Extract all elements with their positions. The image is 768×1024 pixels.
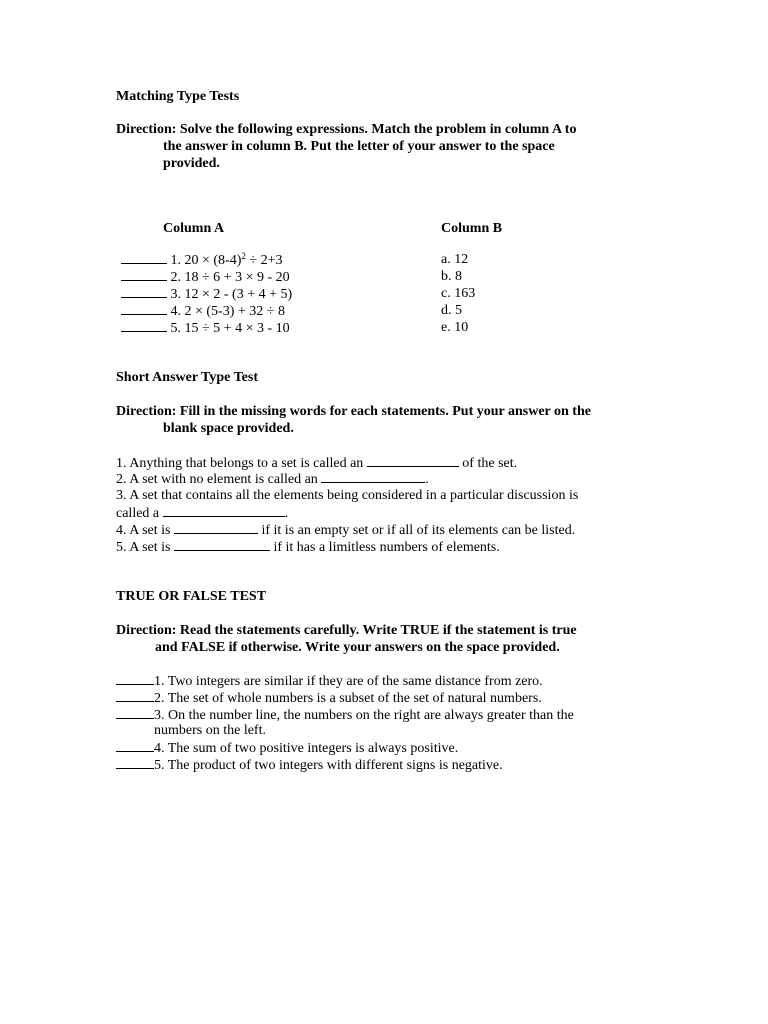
- matching-direction-line1: Direction: Solve the following expressions. Match the problem in column A to: [116, 122, 577, 137]
- column-a-header: Column A: [163, 221, 225, 236]
- true-false-direction-line2: and FALSE if otherwise. Write your answers on the space provided.: [155, 640, 560, 655]
- column-a-item: 2. 18 ÷ 6 + 3 × 9 - 20: [121, 268, 290, 286]
- short-answer-question-3-cont: called a .: [116, 506, 289, 521]
- answer-blank[interactable]: [367, 454, 459, 467]
- column-b-answer: e. 10: [441, 320, 469, 335]
- column-b-answer: c. 163: [441, 286, 476, 301]
- answer-blank[interactable]: [163, 504, 285, 517]
- column-a-item: 1. $20 \times (8-4)^2 \div 2+3$: [121, 251, 282, 269]
- answer-blank[interactable]: [116, 689, 154, 702]
- matching-direction-line2: the answer in column B. Put the letter of your answer to the space: [163, 139, 555, 154]
- column-b-answer: b. 8: [441, 269, 462, 284]
- answer-blank[interactable]: [121, 251, 167, 264]
- short-answer-question-4: 4. A set is if it is an empty set or if all of its elements can be listed.: [116, 523, 576, 538]
- short-answer-question-2: 2. A set with no element is called an .: [116, 472, 429, 487]
- short-answer-question-5: 5. A set is if it has a limitless numbers of elements.: [116, 540, 500, 555]
- true-false-item: 2. The set of whole numbers is a subset of the set of natural numbers.: [116, 689, 542, 707]
- column-b-header: Column B: [441, 221, 503, 236]
- column-a-item: 3. 12 × 2 - (3 + 4 + 5): [121, 285, 292, 303]
- answer-blank[interactable]: [121, 268, 167, 281]
- answer-blank[interactable]: [121, 285, 167, 298]
- column-b-answer: d. 5: [441, 303, 462, 318]
- matching-heading: Matching Type Tests: [116, 89, 240, 104]
- short-answer-question-3: 3. A set that contains all the elements being considered in a particular discussion is: [116, 488, 579, 503]
- column-a-item: 5. 15 ÷ 5 + 4 × 3 - 10: [121, 319, 290, 337]
- true-false-item: 1. Two integers are similar if they are of the same distance from zero.: [116, 672, 543, 690]
- true-false-direction-line1: Direction: Read the statements carefully. Write TRUE if the statement is true: [116, 623, 577, 638]
- column-b-answer: a. 12: [441, 252, 469, 267]
- answer-blank[interactable]: [174, 521, 258, 534]
- short-answer-heading: Short Answer Type Test: [116, 370, 258, 385]
- matching-direction-line3: provided.: [163, 156, 220, 171]
- short-answer-direction-line1: Direction: Fill in the missing words for each statements. Put your answer on the: [116, 404, 591, 419]
- answer-blank[interactable]: [116, 739, 154, 752]
- answer-blank[interactable]: [121, 302, 167, 315]
- answer-blank[interactable]: [121, 319, 167, 332]
- answer-blank[interactable]: [321, 470, 425, 483]
- short-answer-direction-line2: blank space provided.: [163, 421, 294, 436]
- answer-blank[interactable]: [116, 756, 154, 769]
- true-false-item: 5. The product of two integers with different signs is negative.: [116, 756, 503, 774]
- answer-blank[interactable]: [116, 706, 154, 719]
- answer-blank[interactable]: [174, 538, 270, 551]
- short-answer-question-1: 1. Anything that belongs to a set is called an of the set.: [116, 456, 518, 471]
- answer-blank[interactable]: [116, 672, 154, 685]
- true-false-item-3-cont: numbers on the left.: [154, 723, 266, 738]
- column-a-item: 4. 2 × (5-3) + 32 ÷ 8: [121, 302, 285, 320]
- true-false-item: 4. The sum of two positive integers is always positive.: [116, 739, 458, 757]
- true-false-heading: TRUE OR FALSE TEST: [116, 589, 267, 604]
- true-false-item: 3. On the number line, the numbers on the right are always greater than the: [116, 706, 574, 724]
